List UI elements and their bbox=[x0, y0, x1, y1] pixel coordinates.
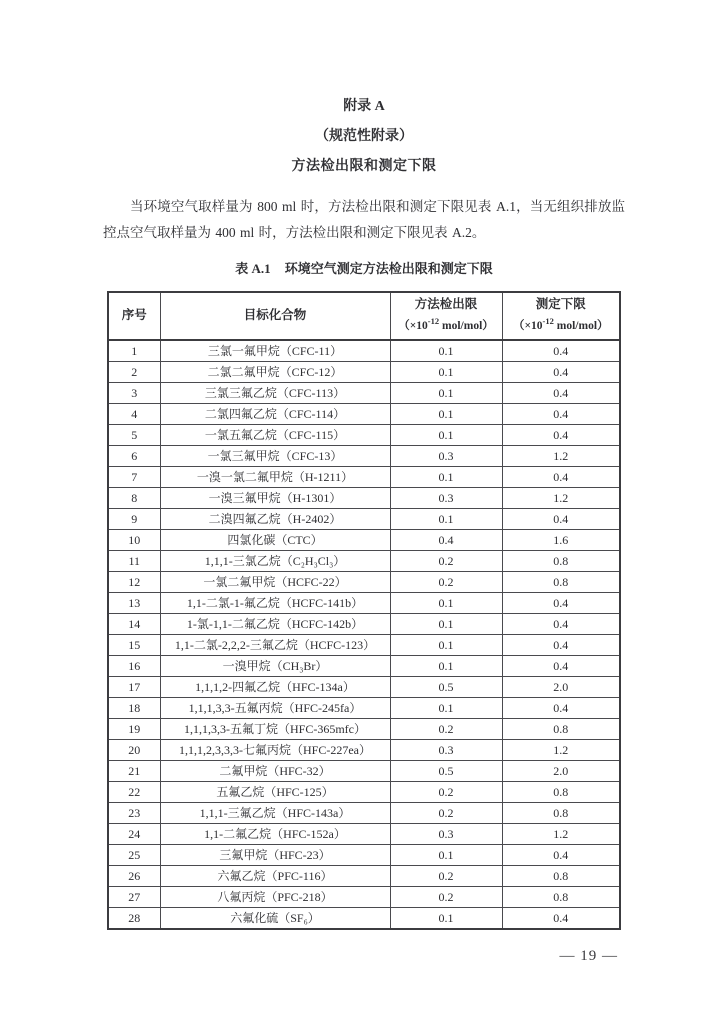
detection-limit-value: 0.2 bbox=[390, 886, 502, 907]
detection-limit-value: 0.1 bbox=[390, 403, 502, 424]
detection-limit-value: 0.2 bbox=[390, 802, 502, 823]
compound-name: 一氯三氟甲烷（CFC-13） bbox=[160, 445, 390, 466]
compound-name: 1,1-二氯-1-氟乙烷（HCFC-141b） bbox=[160, 592, 390, 613]
quantification-limit-value: 0.8 bbox=[502, 718, 620, 739]
detection-limit-value: 0.1 bbox=[390, 655, 502, 676]
compound-name: 一溴一氯二氟甲烷（H-1211） bbox=[160, 466, 390, 487]
appendix-title: 附录 A bbox=[343, 99, 385, 114]
table-row bbox=[108, 382, 620, 403]
detection-limit-value: 0.2 bbox=[390, 781, 502, 802]
row-index: 17 bbox=[108, 676, 160, 697]
intro-paragraph: 当环境空气取样量为 800 ml 时，方法检出限和测定下限见表 A.1，当无组织排放监控点空气取样量为 400 ml 时，方法检出限和测定下限见表 A.2。 bbox=[103, 199, 625, 240]
detection-limit-value: 0.1 bbox=[390, 907, 502, 929]
row-index: 27 bbox=[108, 886, 160, 907]
table-header-row bbox=[108, 292, 620, 340]
table-caption-title: 环境空气测定方法检出限和测定下限 bbox=[284, 260, 493, 276]
table-row bbox=[108, 571, 620, 592]
row-index: 1 bbox=[108, 340, 160, 362]
row-index: 5 bbox=[108, 424, 160, 445]
quantification-limit-value: 0.4 bbox=[502, 466, 620, 487]
row-index: 21 bbox=[108, 760, 160, 781]
row-index: 26 bbox=[108, 865, 160, 886]
quantification-limit-value: 2.0 bbox=[502, 676, 620, 697]
detection-limit-value: 0.4 bbox=[390, 529, 502, 550]
quantification-limit-value: 0.4 bbox=[502, 844, 620, 865]
row-index: 11 bbox=[108, 550, 160, 571]
table-row bbox=[108, 445, 620, 466]
compound-name: 三氟甲烷（HFC-23） bbox=[160, 844, 390, 865]
quantification-limit-value: 0.4 bbox=[502, 655, 620, 676]
detection-limit-value: 0.1 bbox=[390, 340, 502, 362]
compound-name: 1,1,1-三氟乙烷（HFC-143a） bbox=[160, 802, 390, 823]
quantification-limit-value: 0.4 bbox=[502, 424, 620, 445]
quantification-limit-value: 0.8 bbox=[502, 781, 620, 802]
table-row bbox=[108, 340, 620, 362]
row-index: 10 bbox=[108, 529, 160, 550]
quantification-limit-value: 2.0 bbox=[502, 760, 620, 781]
compound-name: 三氯一氟甲烷（CFC-11） bbox=[160, 340, 390, 362]
detection-limit-value: 0.2 bbox=[390, 865, 502, 886]
compound-name: 八氟丙烷（PFC-218） bbox=[160, 886, 390, 907]
detection-limit-value: 0.2 bbox=[390, 571, 502, 592]
detection-limit-value: 0.5 bbox=[390, 676, 502, 697]
col-header-compound: 目标化合物 bbox=[160, 292, 390, 340]
quantification-limit-value: 0.8 bbox=[502, 571, 620, 592]
compound-name: 三氯三氟乙烷（CFC-113） bbox=[160, 382, 390, 403]
table-row bbox=[108, 466, 620, 487]
detection-limit-value: 0.3 bbox=[390, 487, 502, 508]
quantification-limit-value: 0.4 bbox=[502, 592, 620, 613]
quantification-limit-value: 0.4 bbox=[502, 403, 620, 424]
quantification-limit-value: 0.4 bbox=[502, 634, 620, 655]
row-index: 20 bbox=[108, 739, 160, 760]
compound-name: 1,1,1,3,3-五氟丙烷（HFC-245fa） bbox=[160, 697, 390, 718]
detection-limit-value: 0.1 bbox=[390, 592, 502, 613]
compound-name: 二溴四氟乙烷（H-2402） bbox=[160, 508, 390, 529]
table-row bbox=[108, 697, 620, 718]
detection-limit-value: 0.3 bbox=[390, 445, 502, 466]
table-row bbox=[108, 844, 620, 865]
table-row bbox=[108, 655, 620, 676]
quantification-limit-value: 0.4 bbox=[502, 907, 620, 929]
table-row bbox=[108, 634, 620, 655]
detection-limit-value: 0.1 bbox=[390, 613, 502, 634]
table-row bbox=[108, 550, 620, 571]
row-index: 14 bbox=[108, 613, 160, 634]
detection-limit-value: 0.1 bbox=[390, 382, 502, 403]
row-index: 13 bbox=[108, 592, 160, 613]
quantification-limit-value: 0.8 bbox=[502, 550, 620, 571]
compound-name: 六氟乙烷（PFC-116） bbox=[160, 865, 390, 886]
detection-limit-value: 0.3 bbox=[390, 823, 502, 844]
quantification-limit-value: 0.4 bbox=[502, 613, 620, 634]
table-row bbox=[108, 907, 620, 929]
compound-name: 二氟甲烷（HFC-32） bbox=[160, 760, 390, 781]
detection-limit-value: 0.2 bbox=[390, 550, 502, 571]
row-index: 16 bbox=[108, 655, 160, 676]
compound-name: 1,1,1,3,3-五氟丁烷（HFC-365mfc） bbox=[160, 718, 390, 739]
detection-limit-value: 0.1 bbox=[390, 424, 502, 445]
compound-name: 一氯五氟乙烷（CFC-115） bbox=[160, 424, 390, 445]
detection-limit-value: 0.2 bbox=[390, 718, 502, 739]
table-row bbox=[108, 676, 620, 697]
compound-name: 1,1-二氯-2,2,2-三氟乙烷（HCFC-123） bbox=[160, 634, 390, 655]
quantification-limit-unit: （$\times 10^{-12}$ mol/mol） bbox=[512, 316, 609, 332]
quantification-limit-value: 1.2 bbox=[502, 739, 620, 760]
table-row bbox=[108, 886, 620, 907]
row-index: 4 bbox=[108, 403, 160, 424]
detection-limit-value: 0.1 bbox=[390, 466, 502, 487]
row-index: 7 bbox=[108, 466, 160, 487]
appendix-heading: 方法检出限和测定下限 bbox=[291, 159, 437, 174]
table-row bbox=[108, 781, 620, 802]
quantification-limit-value: 1.2 bbox=[502, 445, 620, 466]
compound-name: 1,1,1,2-四氟乙烷（HFC-134a） bbox=[160, 676, 390, 697]
table-row bbox=[108, 865, 620, 886]
quantification-limit-value: 0.4 bbox=[502, 340, 620, 362]
row-index: 25 bbox=[108, 844, 160, 865]
row-index: 18 bbox=[108, 697, 160, 718]
table-row bbox=[108, 403, 620, 424]
col-header-quantification-limit: 测定下限 （$\times 10^{-12}$ mol/mol） bbox=[502, 292, 620, 340]
table-body bbox=[108, 340, 620, 929]
detection-limit-value: 0.1 bbox=[390, 361, 502, 382]
detection-limit-value: 0.1 bbox=[390, 508, 502, 529]
appendix-subtitle: （规范性附录） bbox=[315, 129, 413, 144]
compound-name: 二氯四氟乙烷（CFC-114） bbox=[160, 403, 390, 424]
compound-name: 1,1-二氟乙烷（HFC-152a） bbox=[160, 823, 390, 844]
row-index: 28 bbox=[108, 907, 160, 929]
detection-limit-value: 0.1 bbox=[390, 697, 502, 718]
quantification-limit-value: 0.4 bbox=[502, 361, 620, 382]
quantification-limit-value: 0.4 bbox=[502, 697, 620, 718]
detection-limit-value: 0.3 bbox=[390, 739, 502, 760]
table-row bbox=[108, 487, 620, 508]
row-index: 12 bbox=[108, 571, 160, 592]
table-row bbox=[108, 424, 620, 445]
table-row bbox=[108, 508, 620, 529]
detection-limit-value: 0.1 bbox=[390, 634, 502, 655]
detection-limit-value: 0.5 bbox=[390, 760, 502, 781]
table-header bbox=[108, 292, 620, 340]
compound-name: 一溴三氟甲烷（H-1301） bbox=[160, 487, 390, 508]
table-row bbox=[108, 760, 620, 781]
row-index: 23 bbox=[108, 802, 160, 823]
table-row bbox=[108, 802, 620, 823]
quantification-limit-value: 0.4 bbox=[502, 382, 620, 403]
quantification-limit-value: 1.6 bbox=[502, 529, 620, 550]
row-index: 24 bbox=[108, 823, 160, 844]
quantification-limit-value: 0.8 bbox=[502, 886, 620, 907]
row-index: 2 bbox=[108, 361, 160, 382]
row-index: 9 bbox=[108, 508, 160, 529]
col-header-detection-limit: 方法检出限 （$\times 10^{-12}$ mol/mol） bbox=[390, 292, 502, 340]
table-caption-label: 表 A.1 bbox=[235, 260, 271, 276]
detection-limit-value: 0.1 bbox=[390, 844, 502, 865]
detection-limit-unit: （$\times 10^{-12}$ mol/mol） bbox=[398, 316, 494, 332]
quantification-limit-value: 1.2 bbox=[502, 823, 620, 844]
table-caption bbox=[103, 260, 625, 278]
quantification-limit-value: 0.4 bbox=[502, 508, 620, 529]
table-row bbox=[108, 823, 620, 844]
compound-name: 一氯二氟甲烷（HCFC-22） bbox=[160, 571, 390, 592]
row-index: 3 bbox=[108, 382, 160, 403]
table-row bbox=[108, 529, 620, 550]
row-index: 15 bbox=[108, 634, 160, 655]
compound-name: 二氯二氟甲烷（CFC-12） bbox=[160, 361, 390, 382]
quantification-limit-value: 0.8 bbox=[502, 802, 620, 823]
compound-name: 四氯化碳（CTC） bbox=[160, 529, 390, 550]
col-header-index: 序号 bbox=[108, 292, 160, 340]
row-index: 22 bbox=[108, 781, 160, 802]
row-index: 6 bbox=[108, 445, 160, 466]
table-row bbox=[108, 592, 620, 613]
row-index: 8 bbox=[108, 487, 160, 508]
row-index: 19 bbox=[108, 718, 160, 739]
compound-name: 1,1,1,2,3,3,3-七氟丙烷（HFC-227ea） bbox=[160, 739, 390, 760]
compound-name: 1-氯-1,1-二氟乙烷（HCFC-142b） bbox=[160, 613, 390, 634]
compound-name: 六氟化硫（SF₆） bbox=[160, 907, 390, 929]
table-row bbox=[108, 718, 620, 739]
page-number: — 19 — bbox=[559, 948, 618, 964]
compound-name: 五氟乙烷（HFC-125） bbox=[160, 781, 390, 802]
table-row bbox=[108, 613, 620, 634]
compound-name: 1,1,1-三氯乙烷（C₂H₃Cl₃） bbox=[160, 550, 390, 571]
table-row bbox=[108, 361, 620, 382]
table-row bbox=[108, 739, 620, 760]
compound-name: 一溴甲烷（CH₃Br） bbox=[160, 655, 390, 676]
quantification-limit-value: 0.8 bbox=[502, 865, 620, 886]
limits-table bbox=[107, 291, 621, 930]
quantification-limit-value: 1.2 bbox=[502, 487, 620, 508]
